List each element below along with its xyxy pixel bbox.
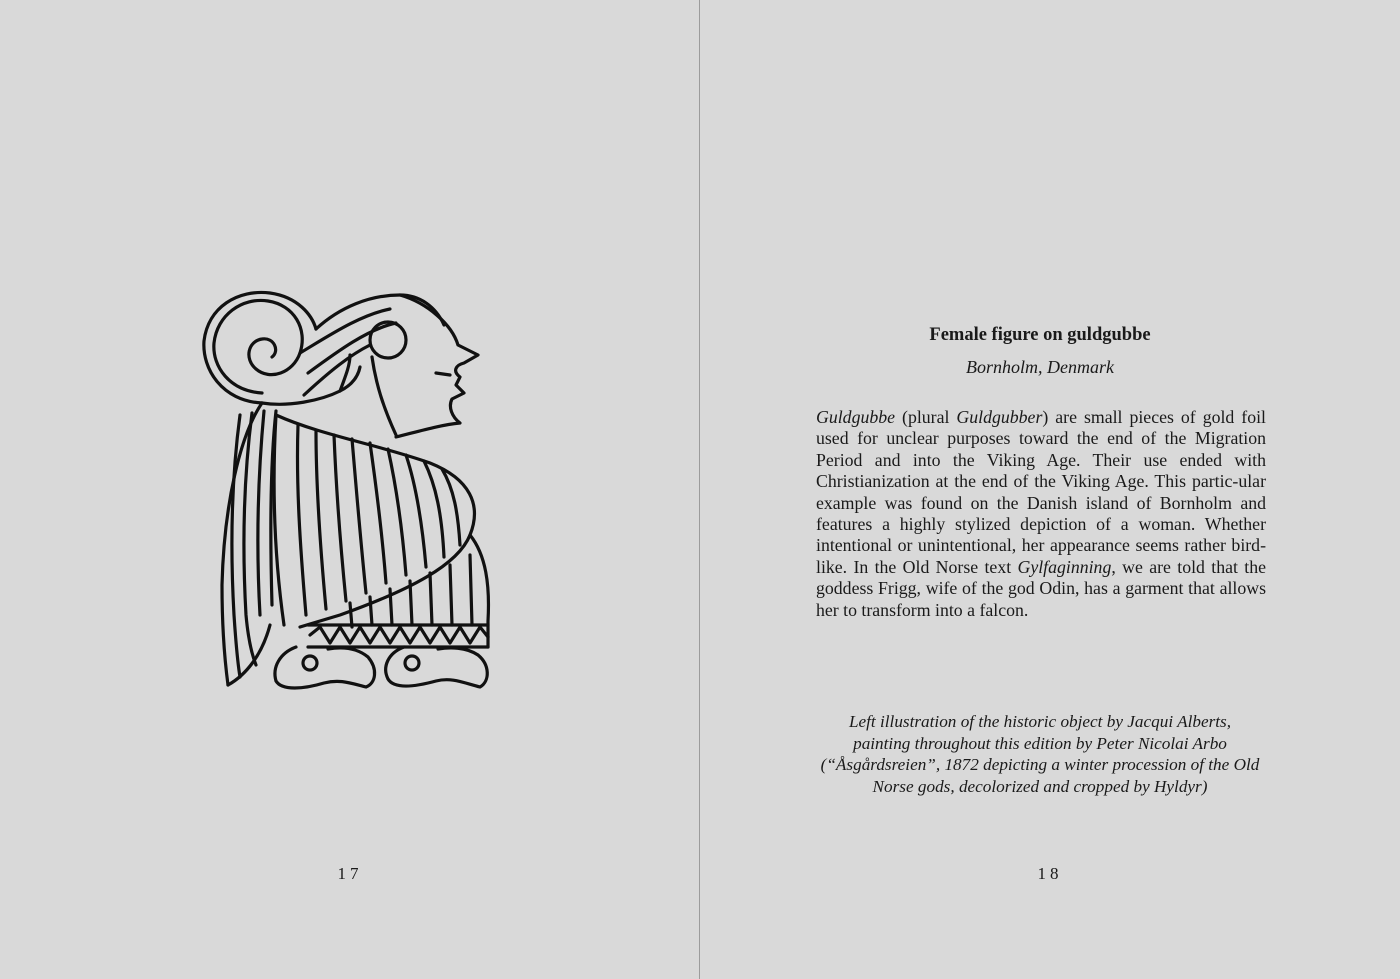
term-guldgubbe: Guldgubbe: [816, 407, 896, 427]
body-paragraph: [816, 407, 1266, 621]
right-page: [700, 0, 1400, 979]
page-number: 17: [337, 864, 363, 883]
term-guldgubber: Guldgubber: [956, 407, 1043, 427]
page-number: 18: [1037, 864, 1063, 883]
term-gylfaginning: Gylfaginning: [1017, 556, 1112, 577]
body-text-1: (plural: [895, 407, 957, 427]
body-text-2: ) are small pieces of gold foil used for unclear purposes toward the end of the Migration Period and into the Viking Age. Their use ended with Christianization at the end of the Viking Age. This partic-ular example was found on the Danish island of Bornholm and features a highly stylized depiction of a woman. Whether intentional or unintentional, her appearance seems rather bird-like. In the Old Norse text: [816, 407, 1266, 577]
page-subtitle: Bornholm, Denmark: [966, 357, 1114, 377]
guldgubbe-illustration: [200, 285, 500, 695]
page-title: Female figure on guldgubbe: [929, 325, 1151, 345]
body-text-3: , we are told that the goddess Frigg, wife of the god Odin, has a garment that allows her to transform into a falcon.: [816, 556, 1266, 620]
illustration-caption: Left illustration of the historic object by Jacqui Alberts, painting throughout this edition by Peter Nicolai Arbo (“Åsgårdsreien”, 1872 depicting a winter procession of the Old Norse gods, decolorized and cropped by Hyldyr): [820, 712, 1260, 796]
